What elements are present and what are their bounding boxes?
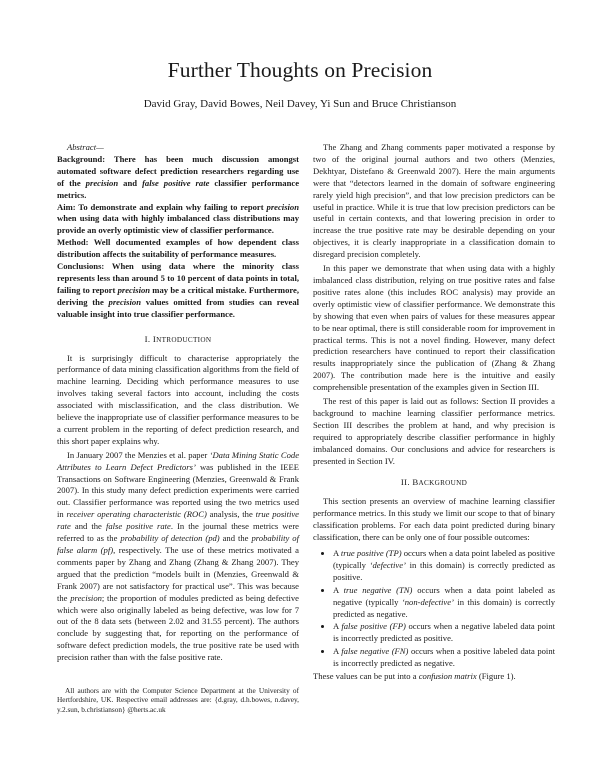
response-paragraph: The Zhang and Zhang comments paper motivated a response by two of the original journal authors and two others (Menzies, Dekhtyar, Distefano & Greenwald 2007). Here the main arguments were that “detectors learned in the domain of software engineering rarely yield high precision”, and that low precision predictors can be useful in practice. While it is true that low precision predictors can be useful in certain contexts, and that lowering precision in order to increase the true positive rate may be desirable depending on your objectives, it is clearly inappropriate in a classification domain to disregard precision completely. [313,142,555,260]
background-paragraph-1: This section presents an overview of machine learning classifier performance metrics. In this study we limit our scope to that of binary classification problems. For each data point predicted during binary classification, there can be only one of four possible outcomes: [313,496,555,543]
abstract-background: Background: There has been much discussion amongst automated software defect prediction researchers regarding use of the precision and false positive rate classifier performance metrics. [57,153,300,200]
intro-paragraph-2: In January 2007 the Menzies et al. paper ‘Data Mining Static Code Attributes to Learn Defect Predictors’ was published in the IEEE Transactions on Software Engineering (Menzies, Greenwald & Frank 2007). In this study many defect prediction experiments were carried out. Classifier performance was reported using the two metrics used in receiver operating characteristic (ROC) analysis, the true positive rate and the false positive rate. In the journal these metrics were referred to as the probability of detection (pd) and the probability of false alarm (pf), respectively. The use of these metrics motivated a comments paper by Zhang and Zhang (Zhang & Zhang 2007). They argued that the prediction “models built in (Menzies, Greenwald & Frank 2007) are not satisfactory for practical use”. This was because the precision; the proportion of modules predicted as being defective which were also originally labeled as being defective, was low for 7 out of the 8 data sets (between 2.02 and 31.55 percent). The authors conclude by suggesting that, for reporting on the performance of software defect prediction models, the true positive rate be used with precision rather than with the false positive rate. [57,449,300,663]
affiliation-footnote: All authors are with the Computer Science Department at the University of Hertfordshire, UK. Respective email addresses are: {d.gray, d.h.bowes, n.davey, y.2.sun, b.christianson} @herts.ac.uk [57,686,299,714]
list-item: • A true positive (TP) occurs when a data point labeled as positive (typically ‘defective’ in this domain) is correctly predicted as positive. [333,548,555,584]
section-heading-background: II. BACKGROUND [400,477,468,488]
paper-title: Further Thoughts on Precision [167,58,433,82]
abstract-conclusions: Conclusions: When using data where the minority class represents less than around 5 to 10 percent of data points in total, failing to report precision may be a critical mistake. Furthermore, deriving the precision values omitted from studies can reveal valuable insight into true classifier performance. [57,261,300,319]
abstract-label: Abstract— [67,142,104,152]
list-item: • A true negative (TN) occurs when a data point labeled as negative (typically ‘non-defective’ in this domain) is correctly predicted as negative. [333,585,555,621]
outcome-list [313,548,555,670]
contribution-paragraph: In this paper we demonstrate that when using data with a highly imbalanced class distribution, relying on true positive rates and false positive rates alone (this includes ROC analysis) may provide an overly optimistic view of classifier performance. We demonstrate this by showing that even when pairs of values for these measures appear to be near optimal, there is still considerable room for improvement in practical terms. This is not a novel finding. However, many defect prediction researchers have continued to report their classification results inappropriately since the publication of (Zhang & Zhang 2007). The contribution made here is the intuitive and easily comprehensible presentation of the examples given in Section III. [313,263,555,393]
list-item: • A false negative (FN) occurs when a positive labeled data point is incorrectly predicted as negative. [333,646,555,670]
abstract-aim: Aim: To demonstrate and explain why failing to report precision when using data with highly imbalanced class distributions may provide an overly optimistic view of classifier performance. [57,201,299,236]
abstract-method: Method: Well documented examples of how dependent class distribution affects the suitability of performance measures. [57,237,299,260]
intro-paragraph-1: It is surprisingly difficult to characterise appropriately the performance of data mining classification algorithms from the field of machine learning. Deciding which performance measures to use involves taking several factors into account, including the costs associated with misclassification, and the class distribution. We believe the inappropriate use of classifier performance measures to be a current problem in the reporting of defect prediction research, and this short paper explains why. [57,352,299,446]
confusion-matrix-sentence: These values can be put into a confusion matrix (Figure 1). [313,671,516,682]
outline-paragraph: The rest of this paper is laid out as follows: Section II provides a background to machine learning classifier performance metrics. Section III describes the problem at hand, and why precision is required to appropriately describe classifier performance in highly imbalanced domains. Our conclusions and advice for researchers is presented in Section IV. [313,396,555,466]
left-column [57,142,299,664]
paper-authors: David Gray, David Bowes, Neil Davey, Yi Sun and Bruce Christianson [143,98,457,110]
list-item: • A false positive (FP) occurs when a negative labeled data point is incorrectly predicted as positive. [333,621,555,645]
right-column [313,142,555,683]
abstract [57,142,299,321]
section-heading-introduction: I. INTRODUCTION [144,333,212,344]
